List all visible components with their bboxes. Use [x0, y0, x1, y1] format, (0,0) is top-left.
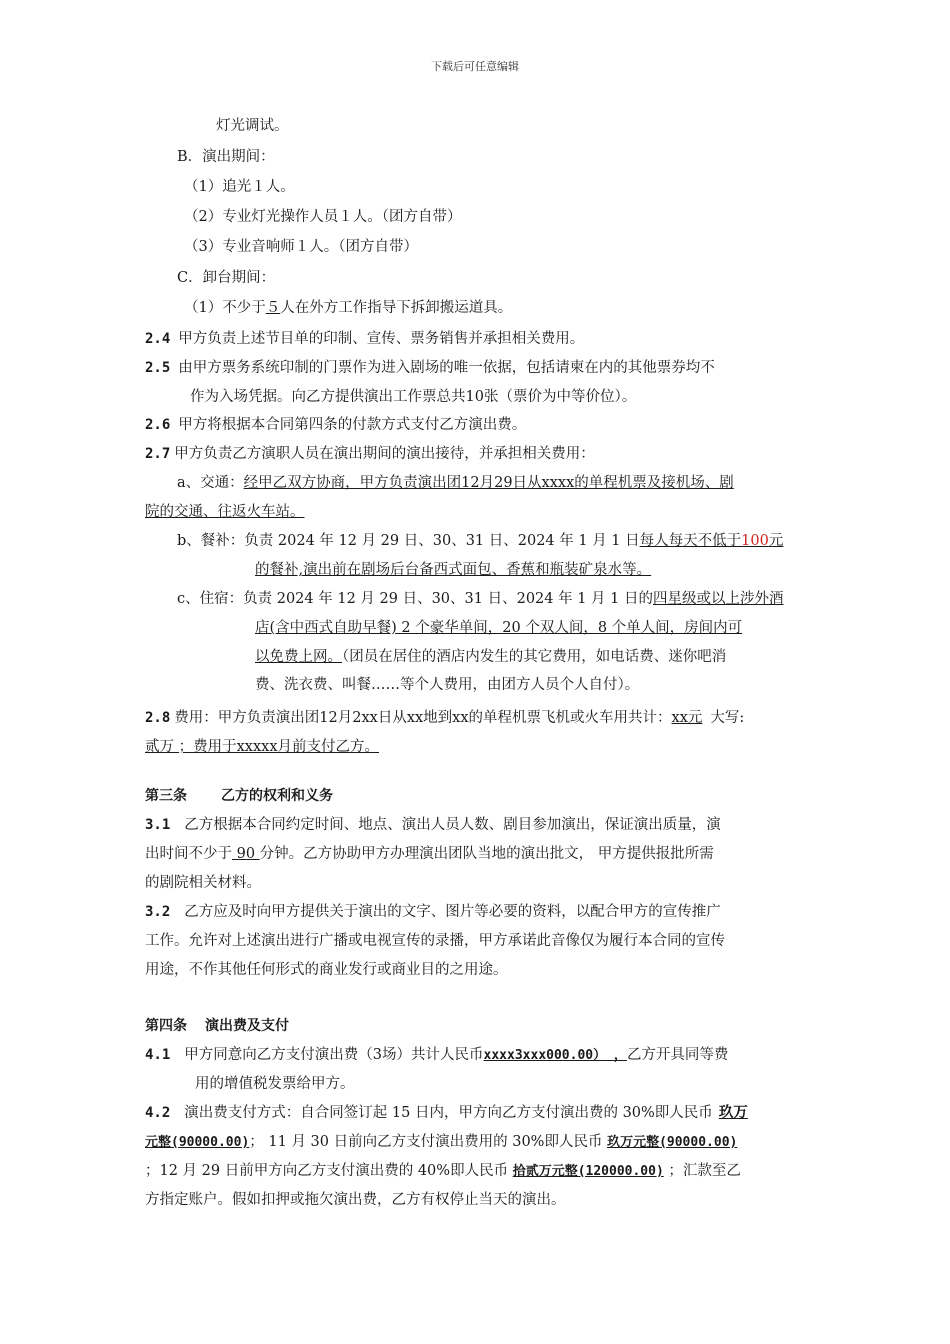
clause-text: 作为入场凭据。向乙方提供演出工作票总共10张（票价为中等价位）。 [190, 389, 637, 405]
lodging-detail: 四星级或以上涉外酒 [653, 591, 784, 607]
payment-amount-2: 玖万元整(90000.00) [607, 1135, 738, 1150]
light-debug-text: 灯光调试。 [216, 118, 289, 134]
transport-detail: 经甲乙双方协商，甲方负责演出团12月29日从xxxx的单程机票及接机场、剧 [243, 475, 734, 491]
clause-number: 3.1 [145, 817, 171, 833]
performance-item-text: （3）专业音响师１人。（团方自带） [184, 239, 418, 255]
payment-amount-3: 拾贰万元整(120000.00) [512, 1164, 664, 1179]
clause-number: 4.2 [145, 1105, 171, 1121]
fee-detail: 贰万 ；费用于xxxxx月前支付乙方。 [145, 739, 379, 755]
unload-period-text: C．卸台期间： [177, 270, 276, 286]
lodging-detail: 店(含中西式自助早餐) 2 个豪华单间，20 个双人间，8 个单人间，房间内可 [255, 620, 743, 636]
unload-item-suffix: 人在外方工作指导下拆卸搬运道具。 [280, 300, 513, 316]
performance-item-text: （1）追光１人。 [184, 179, 295, 195]
lodging-label: c、住宿：负责 2024 年 12 月 29 日、30、31 日、2024 年 1 月 1 日的 [177, 591, 653, 607]
clause-text: 费用：甲方负责演出团12月2xx日从xx地到xx的单程机票飞机或火车用共计： [174, 710, 672, 726]
clause-text: 甲方将根据本合同第四条的付款方式支付乙方演出费。 [178, 417, 527, 433]
transport-label: a、交通： [177, 475, 244, 491]
lodging-note: 费、洗衣费、叫餐……等个人费用，由团方人员个人自付）。 [255, 677, 640, 693]
clause-text: 乙方根据本合同约定时间、地点、演出人员人数、剧目参加演出，保证演出质量，演 [184, 817, 721, 833]
section-number: 第三条 [145, 788, 187, 804]
clause-text: 演出费支付方式：自合同签订起 15 日内，甲方向乙方支付演出费的 30%即人民币 [184, 1105, 713, 1121]
performance-period-text: B．演出期间： [177, 149, 275, 165]
unload-item-count: ５ [265, 300, 281, 316]
section-number: 第四条 [145, 1018, 187, 1034]
clause-text: 用途，不作其他任何形式的商业发行或商业目的之用途。 [145, 962, 508, 978]
total-fee-amount: xxxx3xxx000.00） ， [483, 1048, 627, 1063]
meal-detail-pre: 每人每天不低于 [639, 533, 742, 549]
clause-text: ； 11 月 30 日前向乙方支付演出费用的 30%即人民币 [249, 1134, 608, 1150]
clause-text: ；汇款至乙 [663, 1163, 741, 1179]
fee-amount: xx元 [671, 710, 703, 726]
clause-number: 2.5 [145, 360, 171, 376]
payment-amount-1: 玖万 [718, 1104, 748, 1121]
clause-text: 分钟。乙方协助甲方办理演出团队当地的演出批文， 甲方提供报批所需 [259, 846, 714, 862]
clause-text: 甲方负责上述节目单的印制、宣传、票务销售并承担相关费用。 [178, 331, 585, 347]
page-header-watermark: 下载后可任意编辑 [431, 60, 519, 73]
clause-number: 3.2 [145, 904, 171, 920]
unload-item-text [184, 298, 512, 318]
clause-text: 出时间不少于 [145, 846, 232, 862]
section-title-text: 乙方的权利和义务 [221, 788, 333, 804]
performance-minutes [232, 846, 260, 862]
meal-label: b、餐补：负责 2024 年 12 月 29 日、30、31 日、2024 年 1 月 1 日 [177, 533, 640, 549]
clause-text: 用的增值税发票给甲方。 [195, 1076, 355, 1092]
clause-number: 2.6 [145, 417, 171, 433]
meal-detail [640, 533, 784, 549]
lodging-note: （团员在居住的酒店内发生的其它费用，如电话费、迷你吧消 [342, 649, 727, 665]
section-title-text: 演出费及支付 [205, 1018, 289, 1034]
meal-detail: 的餐补,演出前在剧场后台备西式面包、香蕉和瓶装矿泉水等。 [255, 562, 652, 578]
transport-detail: 院的交通、往返火车站。 [145, 504, 305, 520]
payment-amount-1: 元整(90000.00) [145, 1135, 250, 1150]
clause-text: 甲方负责乙方演职人员在演出期间的演出接待，并承担相关费用： [174, 446, 595, 462]
performance-item-text: （2）专业灯光操作人员１人。（团方自带） [184, 209, 462, 225]
meal-detail-post: 元 [768, 533, 784, 549]
minutes-value: 90 [236, 846, 256, 862]
clause-number: 2.8 [145, 710, 171, 726]
clause-text: 方指定账户。假如扣押或拖欠演出费，乙方有权停止当天的演出。 [145, 1192, 566, 1208]
lodging-detail: 以免费上网。 [255, 649, 342, 665]
clause-text: 由甲方票务系统印制的门票作为进入剧场的唯一依据，包括请柬在内的其他票券均不 [178, 360, 715, 376]
daxie-label: 大写: [710, 710, 745, 726]
unload-item-prefix: （1）不少于 [184, 300, 266, 316]
clause-text: 乙方应及时向甲方提供关于演出的文字、图片等必要的资料，以配合甲方的宣传推广 [184, 904, 721, 920]
clause-text: 乙方开具同等费 [626, 1047, 729, 1063]
clause-number: 4.1 [145, 1047, 171, 1063]
clause-text: 工作。允许对上述演出进行广播或电视宣传的录播，甲方承诺此音像仅为履行本合同的宣传 [145, 933, 725, 949]
clause-number: 2.4 [145, 331, 171, 347]
clause-text: 甲方同意向乙方支付演出费（3场）共计人民币 [184, 1047, 484, 1063]
meal-amount: 100 [741, 533, 769, 549]
clause-text: ；12 月 29 日前甲方向乙方支付演出费的 40%即人民币 [145, 1163, 513, 1179]
clause-number: 2.7 [145, 446, 171, 462]
clause-text: 的剧院相关材料。 [145, 875, 261, 891]
